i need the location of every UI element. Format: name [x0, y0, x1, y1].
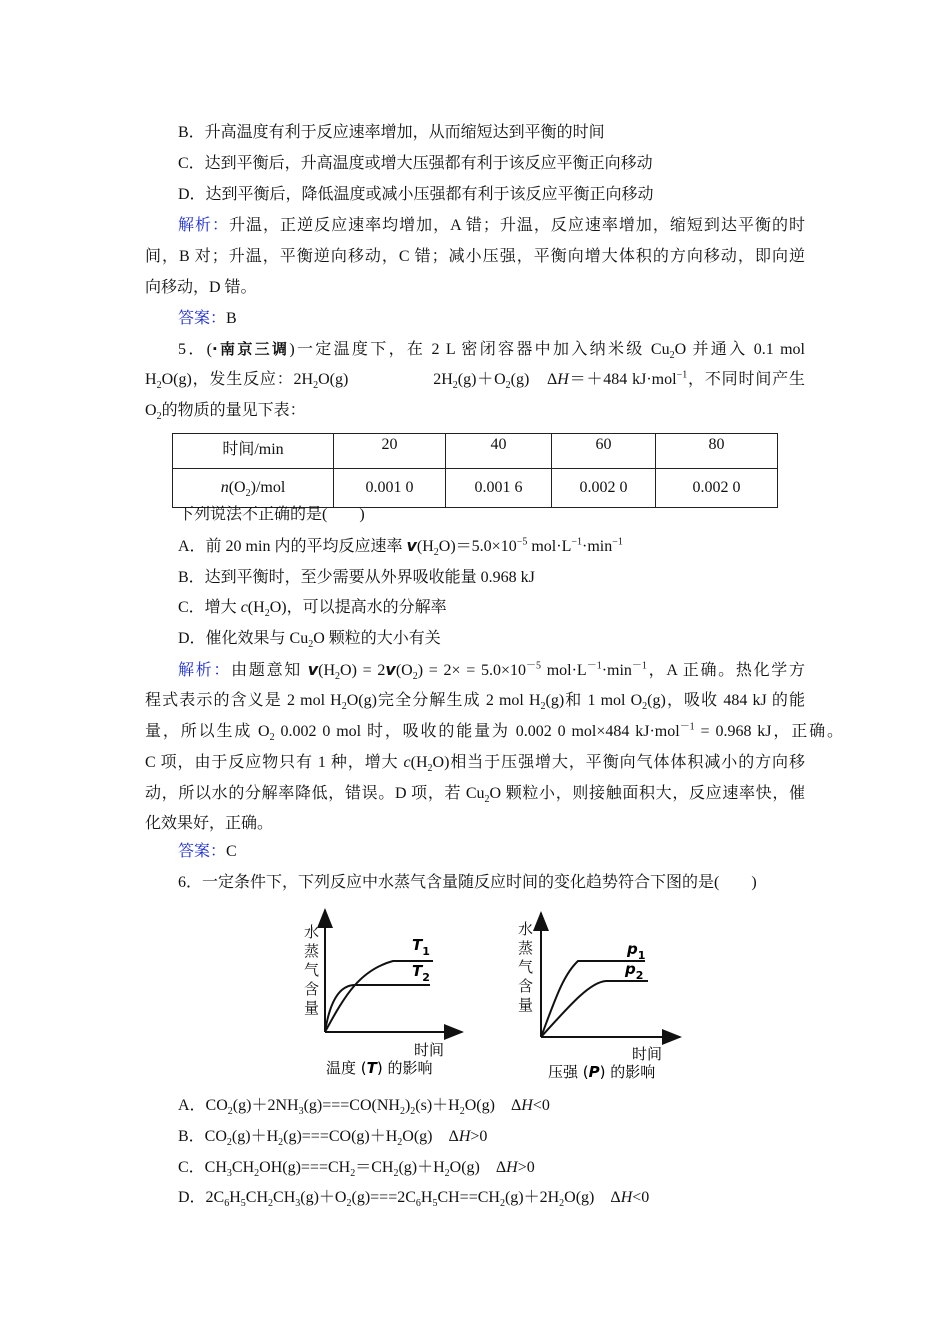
answer-5: 答案：C: [178, 843, 237, 860]
subscript: 2: [350, 1168, 356, 1180]
italic-text: H: [557, 371, 569, 388]
question-5-option-d: D．催化效果与 $Cu_2O$ 颗粒的大小有关: [178, 630, 441, 651]
italic-text: n: [220, 479, 229, 496]
svg-text:含: 含: [518, 977, 534, 995]
svg-text:水: 水: [518, 920, 534, 938]
subscript: 2: [308, 639, 314, 651]
table-header-cell: 40: [446, 434, 552, 469]
section-label: 答案：: [178, 310, 227, 327]
bold-italic-var: v: [385, 660, 396, 679]
caption-temperature: 温度 (T) 的影响: [326, 1059, 433, 1077]
italic-text: c: [240, 599, 248, 616]
caption-pressure: 压强 (P) 的影响: [548, 1063, 656, 1081]
table-cell: 0.001 0: [334, 469, 446, 508]
question-5-stem: $H_2O(g)$，发生反应：$2H_2O(g)$ $2H_2(g)+O_2(g)$ ΔH＝＋484 kJ·mol$^{-1}$，不同时间产生: [145, 369, 805, 392]
table-header-cell: 80: [656, 434, 778, 469]
section-label: 解析：: [178, 217, 230, 234]
subscript: 2: [393, 1168, 399, 1180]
section-label: 解析：: [178, 662, 232, 679]
question-5-stem: 5．(·南京三调)一定温度下，在 2 L 密闭容器中加入纳米级 $Cu_2O$ 并通入 0.1 mol: [178, 340, 805, 362]
superscript: －1: [679, 721, 695, 733]
table-cell: 0.002 0: [552, 469, 656, 508]
superscript: －5: [525, 660, 541, 672]
superscript: －1: [586, 660, 602, 672]
svg-text:蒸: 蒸: [518, 939, 534, 957]
analysis-4-line: 向移动，D 错。: [145, 279, 257, 296]
analysis-4-line: 解析：升温，正逆反应速率均增加，A 错；升温，反应速率增加，缩短到达平衡的时: [178, 217, 805, 234]
superscript: −1: [571, 536, 582, 548]
subscript: 2: [484, 794, 490, 806]
table-header-cell: 60: [552, 434, 656, 469]
question-5-option-c: C．增大 $c(H_2O)$，可以提高水的分解率: [178, 599, 447, 620]
analysis-5-line: 程式表示的含义是 2 mol $H_2O(g)$完全分解生成 2 mol $H_2(g)$和 1 mol $O_2(g)$，吸收 484 kJ 的能: [145, 692, 805, 713]
question-5-option-a: A．前 20 min 内的平均反应速率 $v(H_2O)=5.0\times 10^{-5}$ $mol\cdot L^{-1}\cdot\min^{-1}$: [178, 536, 623, 559]
subscript: 2: [156, 411, 162, 423]
bold-text: ·南京三调: [211, 340, 290, 358]
table-cell: 0.001 6: [446, 469, 552, 508]
italic-text: c: [403, 754, 411, 771]
curve-t2: [325, 985, 430, 1032]
subscript: 2: [505, 380, 511, 392]
y-label: [304, 923, 319, 1017]
subscript: 2: [264, 608, 270, 620]
subscript: 2: [269, 732, 275, 744]
italic-text: H: [458, 1128, 471, 1145]
subscript: 2: [399, 1106, 405, 1118]
bold-italic-var: v: [406, 536, 417, 555]
temperature-chart: [325, 910, 462, 1032]
svg-text:气: 气: [304, 961, 320, 979]
table-row-label: $n(O_2)$/mol: [173, 469, 334, 508]
section-label: 答案：: [178, 843, 227, 860]
analysis-5-line: C 项，由于反应物只有 1 种，增大 $c(H_2O)$相当于压强增大，平衡向气体体积减小的方向移: [145, 754, 805, 775]
curve-label-p2: $p_2$: [625, 960, 644, 982]
svg-text:含: 含: [304, 980, 320, 998]
italic-text: H: [620, 1189, 633, 1206]
subscript: 2: [156, 380, 162, 392]
subscript: 2: [346, 1198, 352, 1210]
subscript: 2: [335, 671, 341, 683]
curve-label-t1: $T_1$: [412, 936, 430, 958]
subscript: 2: [412, 671, 418, 683]
curve-label-t2: $T_2$: [412, 962, 430, 984]
subscript: 2: [245, 488, 251, 500]
subscript: 2: [313, 380, 319, 392]
question-6-option-a: A．$CO_2(g)+2NH_3(g)===CO(NH_2)_2(s)+H_2O(g)$ ΔH<0: [178, 1097, 550, 1118]
table-header-cell: 20: [334, 434, 446, 469]
svg-text:量: 量: [304, 999, 320, 1017]
curve-p2: [541, 981, 648, 1037]
superscript: −5: [516, 536, 528, 548]
superscript: －1: [631, 660, 647, 672]
subscript: 3: [295, 1198, 301, 1210]
subscript: 6: [224, 1198, 230, 1210]
curve-label-p1: $p_1$: [627, 940, 646, 962]
table-cell: 0.002 0: [656, 469, 778, 508]
question-4-option-c: C．达到平衡后，升高温度或增大压强都有利于该反应平衡正向移动: [178, 155, 653, 172]
subscript: 3: [226, 1168, 232, 1180]
subscript: 2: [410, 1106, 416, 1118]
subscript: 2: [444, 1168, 450, 1180]
bold-italic-var: v: [307, 660, 319, 679]
svg-text:气: 气: [518, 958, 534, 976]
subscript: 2: [540, 701, 546, 713]
analysis-4-line: 间，B 对；升温，平衡逆向移动，C 错；减小压强，平衡向增大体积的方向移动，即向逆: [145, 248, 805, 265]
subscript: 2: [254, 1168, 260, 1180]
question-6-option-d: D．$2C_6H_5CH_2CH_3(g)+O_2(g)===2C_6H_5CH==CH_2(g)+2H_2O(g)$ ΔH<0: [178, 1189, 650, 1210]
subscript: 2: [427, 763, 433, 775]
svg-text:水: 水: [304, 923, 320, 941]
question-5-stem: $O_2$的物质的量见下表：: [145, 402, 306, 423]
question-5-option-b: B．达到平衡时，至少需要从外界吸收能量 0.968 kJ: [178, 569, 535, 586]
subscript: 2: [278, 1137, 284, 1149]
x-label: 时间: [632, 1045, 663, 1063]
subscript: 5: [432, 1198, 438, 1210]
subscript: 6: [415, 1198, 421, 1210]
subscript: 2: [226, 1137, 232, 1149]
question-6-option-b: B．$CO_2(g)+H_2(g)===CO(g)+H_2O(g)$ ΔH>0: [178, 1128, 488, 1149]
question-6-option-c: C．$CH_3CH_2OH(g)===CH_2=CH_2(g)+H_2O(g)$ ΔH>0: [178, 1159, 535, 1180]
subscript: 2: [227, 1106, 233, 1118]
x-label: 时间: [414, 1041, 445, 1059]
answer-4: 答案：B: [178, 310, 237, 327]
italic-text: H: [521, 1097, 533, 1114]
question-6-stem: 6．一定条件下，下列反应中水蒸气含量随反应时间的变化趋势符合下图的是( ): [178, 874, 757, 891]
subscript: 2: [341, 701, 347, 713]
svg-text:蒸: 蒸: [304, 942, 320, 960]
pressure-chart: [541, 913, 680, 1037]
italic-text: H: [506, 1159, 518, 1176]
analysis-5-line: 动，所以水的分解率降低，错误。D 项，若 $Cu_2O$ 颗粒小，则接触面积大，反应速率快，催: [145, 785, 805, 806]
table-header-cell: 时间/min: [173, 434, 334, 469]
subscript: 2: [669, 350, 675, 362]
y-label: [518, 920, 533, 1014]
svg-text:量: 量: [518, 996, 534, 1014]
subscript: 2: [642, 701, 648, 713]
analysis-5-line: 量，所以生成 $O_2$ 0.002 0 mol 时，吸收的能量为 0.002 0 mol×484 kJ·mol$^{-1}$ = 0.968 kJ，正确。: [145, 721, 843, 744]
analysis-5-line: 化效果好，正确。: [145, 815, 274, 832]
subscript: 2: [559, 1198, 565, 1210]
subscript: 2: [499, 1198, 505, 1210]
question-4-option-b: B．升高温度有利于反应速率增加，从而缩短达到平衡的时间: [178, 124, 605, 141]
subscript: 5: [240, 1198, 246, 1210]
subscript: 2: [433, 547, 439, 559]
question-4-option-d: D．达到平衡后，降低温度或减小压强都有利于该反应平衡正向移动: [178, 186, 654, 203]
superscript: −1: [676, 369, 688, 381]
subscript: 3: [298, 1106, 304, 1118]
analysis-5-line: 解析：由题意知 $v(H_2O) = 2v(O_2) = 2\times = 5.0\times 10^{-5}$ $mol\cdot L^{-1}\cdot\min^{-1}$，A 正确。热化学方: [178, 660, 805, 683]
subscript: 2: [459, 1106, 465, 1118]
subscript: 2: [268, 1198, 274, 1210]
subscript: 2: [397, 1137, 403, 1149]
question-5-prompt: 下列说法不正确的是( ): [178, 506, 365, 523]
subscript: 2: [452, 380, 458, 392]
superscript: −1: [612, 536, 623, 548]
